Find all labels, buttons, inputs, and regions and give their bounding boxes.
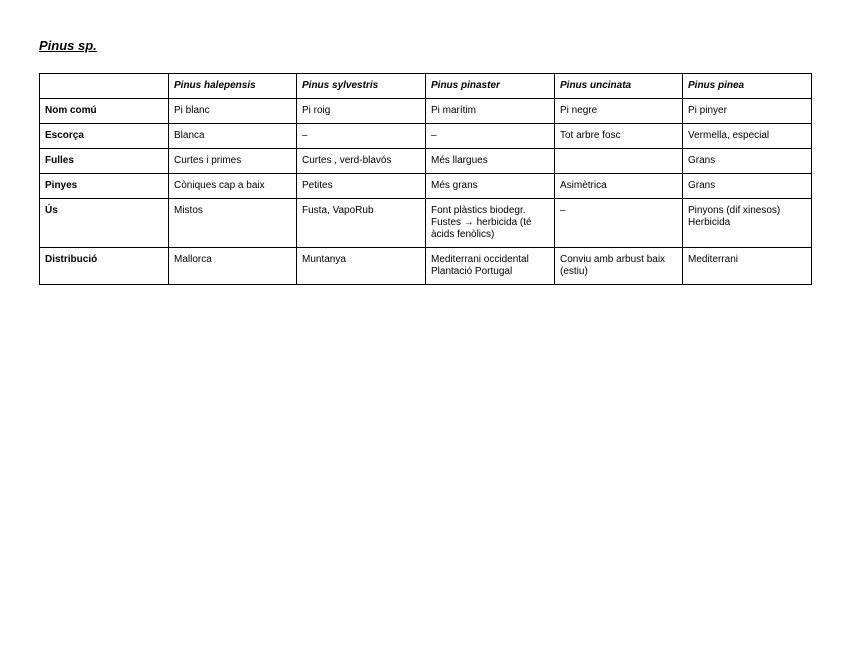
pine-comparison-table (39, 73, 812, 285)
header-cell-empty (40, 74, 169, 99)
table-cell: – (426, 124, 555, 149)
table-cell: Fusta, VapoRub (297, 199, 426, 248)
row-label: Nom comú (40, 99, 169, 124)
row-label: Distribució (40, 248, 169, 285)
table-cell (555, 149, 683, 174)
table-row (40, 149, 812, 174)
table-cell: Còniques cap a baix (169, 174, 297, 199)
table-row (40, 124, 812, 149)
header-cell-species: Pinus halepensis (169, 74, 297, 99)
row-label: Escorça (40, 124, 169, 149)
table-cell: Pi pinyer (683, 99, 812, 124)
table-cell: Tot arbre fosc (555, 124, 683, 149)
table-row (40, 199, 812, 248)
table-cell: Mediterrani occidental Plantació Portugal (426, 248, 555, 285)
table-cell: Vermella, especial (683, 124, 812, 149)
table-cell: Pi marítim (426, 99, 555, 124)
table-cell: Pinyons (dif xinesos) Herbicida (683, 199, 812, 248)
row-label: Pinyes (40, 174, 169, 199)
table-cell: Pi blanc (169, 99, 297, 124)
table-cell: Pi roig (297, 99, 426, 124)
header-cell-species: Pinus uncinata (555, 74, 683, 99)
table-cell: Més grans (426, 174, 555, 199)
table-cell: Més llargues (426, 149, 555, 174)
table-cell: Curtes i primes (169, 149, 297, 174)
table-cell: Grans (683, 174, 812, 199)
table-row (40, 248, 812, 285)
table-cell: – (555, 199, 683, 248)
header-cell-species: Pinus pinea (683, 74, 812, 99)
row-label: Fulles (40, 149, 169, 174)
table-cell: Mallorca (169, 248, 297, 285)
table-row (40, 174, 812, 199)
table-cell: Asimètrica (555, 174, 683, 199)
table-cell: – (297, 124, 426, 149)
table-cell: Pi negre (555, 99, 683, 124)
row-label: Ús (40, 199, 169, 248)
table-row (40, 99, 812, 124)
table-cell: Mistos (169, 199, 297, 248)
page-title: Pinus sp. (39, 38, 97, 53)
table-header-row (40, 74, 812, 99)
table-cell: Petites (297, 174, 426, 199)
table-cell: Curtes , verd-blavós (297, 149, 426, 174)
header-cell-species: Pinus pinaster (426, 74, 555, 99)
table-cell: Font plàstics biodegr. Fustes → herbicida (té àcids fenòlics) (426, 199, 555, 248)
header-cell-species: Pinus sylvestris (297, 74, 426, 99)
table-cell: Conviu amb arbust baix (estiu) (555, 248, 683, 285)
table-cell: Blanca (169, 124, 297, 149)
table-cell: Muntanya (297, 248, 426, 285)
table-cell: Grans (683, 149, 812, 174)
table-cell: Mediterrani (683, 248, 812, 285)
